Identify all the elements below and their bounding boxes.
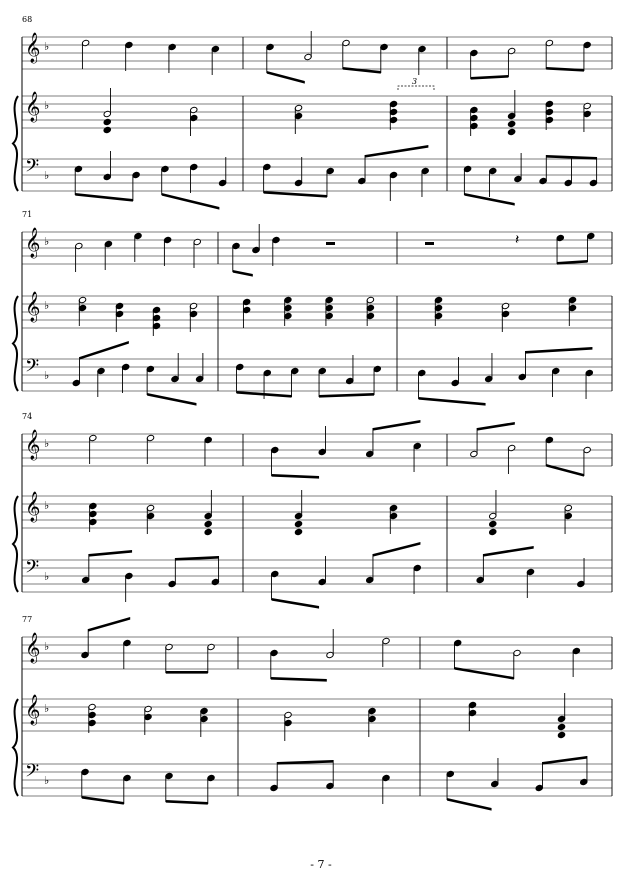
treble-clef: 𝄞 <box>25 430 41 460</box>
note-beam <box>343 67 381 74</box>
note-beam <box>373 542 421 557</box>
flat-sign: ♭ <box>44 499 50 512</box>
note-beam <box>373 420 421 431</box>
measure-number: 71 <box>22 210 33 219</box>
note-beam <box>264 191 327 198</box>
note-beam <box>80 341 129 360</box>
measure-number: 74 <box>22 412 33 421</box>
note-beam <box>82 796 124 805</box>
note-beam <box>272 598 320 609</box>
note-beam <box>166 800 208 805</box>
note-beam <box>233 270 253 277</box>
treble-clef: 𝄞 <box>25 92 41 122</box>
notehead <box>294 528 302 535</box>
treble-clef: 𝄞 <box>25 633 41 663</box>
flat-sign: ♭ <box>44 99 50 112</box>
system-2 <box>13 224 612 406</box>
bass-clef: 𝄢 <box>25 156 40 181</box>
notehead <box>103 126 111 133</box>
flat-sign: ♭ <box>44 369 50 382</box>
note-beam <box>542 756 587 765</box>
flat-sign: ♭ <box>44 235 50 248</box>
measure-number: 68 <box>22 15 33 24</box>
note-beam <box>471 75 509 80</box>
note-beam <box>267 71 305 84</box>
note-beam <box>447 798 492 811</box>
flat-sign: ♭ <box>44 299 50 312</box>
page-number: - 7 - <box>310 858 332 871</box>
treble-clef: 𝄞 <box>25 695 41 725</box>
note-beam <box>365 145 428 158</box>
note-beam <box>75 193 133 202</box>
measure-number: 77 <box>22 615 33 624</box>
notehead <box>557 723 565 730</box>
notehead <box>489 528 497 535</box>
piano-brace <box>13 296 18 391</box>
tuplet-bracket <box>398 77 434 90</box>
note-beam <box>546 67 584 72</box>
flat-sign: ♭ <box>44 437 50 450</box>
system-1 <box>13 31 612 210</box>
treble-clef: 𝄞 <box>25 492 41 522</box>
piano-brace <box>13 96 18 191</box>
half-rest <box>425 242 434 245</box>
flat-sign: ♭ <box>44 640 50 653</box>
note-beam <box>147 393 196 406</box>
flat-sign: ♭ <box>44 169 50 182</box>
piano-brace <box>13 699 18 796</box>
notehead <box>557 731 565 738</box>
bass-clef: 𝄢 <box>25 356 40 381</box>
note-beam <box>419 397 486 406</box>
treble-clef: 𝄞 <box>25 292 41 322</box>
note-beam <box>88 617 130 632</box>
notehead <box>508 128 516 135</box>
notehead <box>204 528 212 535</box>
note-beam <box>162 193 220 210</box>
note-beam <box>477 422 515 431</box>
flat-sign: ♭ <box>44 774 50 787</box>
note-beam <box>89 550 132 557</box>
half-rest <box>326 242 335 245</box>
flat-sign: ♭ <box>44 40 50 53</box>
treble-clef: 𝄞 <box>25 228 41 258</box>
tuplet-number: 3 <box>412 77 418 86</box>
quarter-rest: 𝄽 <box>515 232 520 248</box>
note-beam <box>319 393 374 398</box>
flat-sign: ♭ <box>44 570 50 583</box>
bass-clef: 𝄢 <box>25 761 40 786</box>
notehead <box>294 520 302 527</box>
flat-sign: ♭ <box>44 702 50 715</box>
note-beam <box>166 671 208 674</box>
note-beam <box>525 347 592 354</box>
notehead <box>103 118 111 125</box>
treble-clef: 𝄞 <box>25 33 41 63</box>
note-beam <box>271 677 327 682</box>
note-beam <box>483 546 533 557</box>
piano-brace <box>13 496 18 592</box>
notehead <box>489 520 497 527</box>
notehead <box>204 520 212 527</box>
note-beam <box>272 474 320 479</box>
notehead <box>508 120 516 127</box>
bass-clef: 𝄢 <box>25 557 40 582</box>
system-4 <box>13 617 612 811</box>
system-3 <box>13 420 612 609</box>
